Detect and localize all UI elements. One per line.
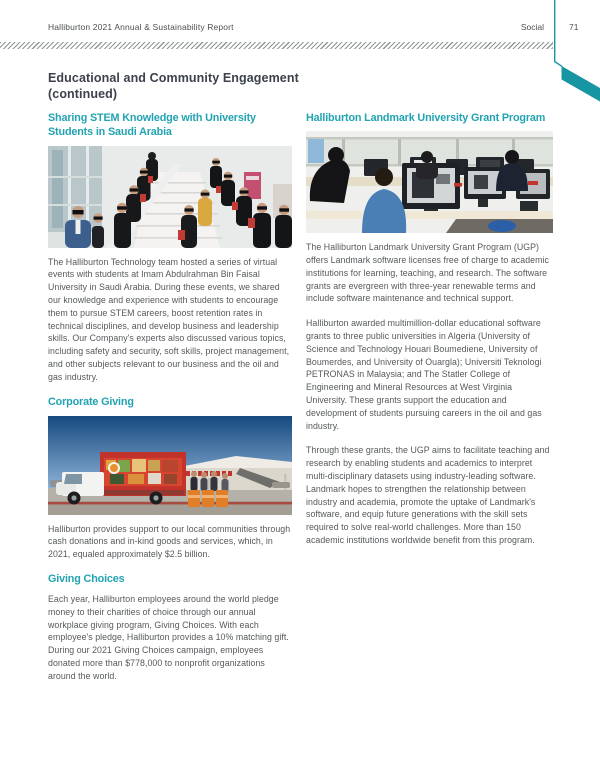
article-heading-corporate-giving: Corporate Giving (48, 395, 134, 408)
article-heading-stem: Sharing STEM Knowledge with University Students in Saudi Arabia (48, 112, 256, 139)
food-bank-truck-photo (48, 416, 292, 515)
hatched-divider (0, 42, 553, 49)
article-body-ugp-2: Halliburton awarded multimillion-dollar educational software grants to three public universities in Algeria (University of Science and Technology Houari Boumediene, University of Boumerdes, and University of Ouargla); Universiti Teknologi PETRONAS in Malaysia; and The Statler College of Engineering and Mineral Resources at West Virginia University. These grants support the education and development of students pursuing careers in the oil and gas industry. (306, 318, 542, 431)
article-body-giving-choices: Each year, Halliburton employees around the world pledge money to their charities of choice through our annual workplace giving program, Giving Choices. With each employee's pledge, Halliburton provides a 10% matching gift. During our 2021 Giving Choices campaign, employees donated more than $778,000 to nonprofit organizations around the world. (48, 593, 289, 681)
article-heading-landmark-ugp: Halliburton Landmark University Grant Program (306, 112, 546, 124)
article-body-stem: The Halliburton Technology team hosted a series of virtual events with students at Imam Abdulrahman Bin Faisal University in Saudi Arabia. During these events, we shared our knowledge and experience with students to encourage them to pursue STEM careers, boost retention rates in technical disciplines, and develop business and leadership skills. Our Company's experts also discussed various topics, including safety and security, soft skills, project management, and other subjects relevant to our business and the oil and gas industry. (48, 256, 290, 382)
computer-lab-photo (306, 131, 553, 233)
right-column (306, 111, 553, 559)
article-body-ugp-3: Through these grants, the UGP aims to facilitate teaching and research by enabling students and academics to interpret multi-disciplinary datasets using industry-leading software. Landmark hopes to strengthen the relationship between industry and academia, promote the uptake of Landmark's software, and equip future generations with the skill sets required to solve real-world challenges. More than 150 academic institutions worldwide benefit from this program. (306, 445, 550, 546)
left-column (48, 111, 292, 695)
section-label: Social (520, 22, 544, 32)
report-title: Halliburton 2021 Annual & Sustainability Report (48, 22, 234, 32)
page-title-line1: Educational and Community Engagement (48, 71, 299, 85)
article-body-ugp-1: The Halliburton Landmark University Grant Program (UGP) offers Landmark software licenses free of charge to academic institutions for learning, teaching, and research. The software grants are evergreen with three-year renewable terms and include software maintenance and technical support. (306, 242, 549, 304)
page-title (48, 71, 553, 102)
page-title-line2: (continued) (48, 86, 118, 101)
page-number: 71 (569, 22, 579, 32)
article-body-corporate-giving: Halliburton provides support to our local communities through cash donations and in-kind goods and services, which, in 2021, equaled approximately $2.5 billion. (48, 523, 291, 560)
students-staircase-photo (48, 146, 292, 248)
article-heading-giving-choices: Giving Choices (48, 572, 125, 585)
